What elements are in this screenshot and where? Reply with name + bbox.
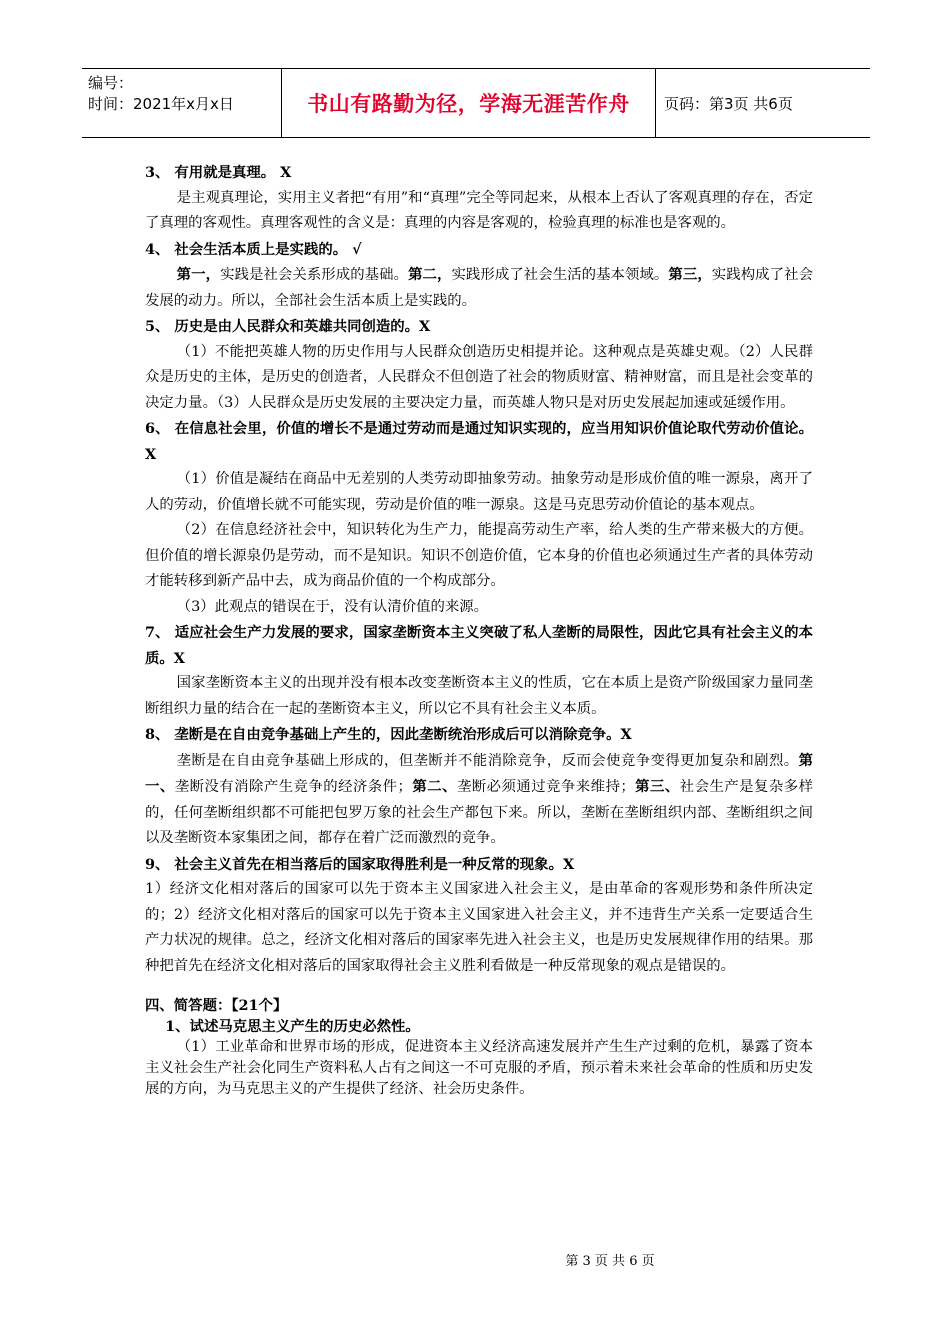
header-info: [82, 69, 282, 137]
point-label: 第一，: [176, 266, 221, 283]
item-6-title: 6、 在信息社会里，价值的增长不是通过劳动而是通过知识实现的，应当用知识价值论取代劳动价值论。X: [145, 420, 813, 463]
item-7-title: 7、 适应社会生产力发展的要求，国家垄断资本主义突破了私人垄断的局限性，因此它具有社会主义的本质。X: [145, 624, 813, 667]
item-3-title: 3、 有用就是真理。 X: [145, 164, 292, 181]
item-6-text-2: （2）在信息经济社会中，知识转化为生产力，能提高劳动生产率，给人类的生产带来极大的方便。但价值的增长源泉仍是劳动，而不是知识。知识不创造价值，它本身的价值也必须通过生产者的具体劳动才能转移到新产品中去，成为商品价值的一个构成部分。: [145, 522, 813, 589]
point-label: 第二、: [411, 778, 457, 795]
item-9-title: 9、 社会主义首先在相当落后的国家取得胜利是一种反常的现象。X: [145, 855, 575, 873]
item-3-text: 是主观真理论，实用主义者把“有用”和“真理”完全等同起来，从根本上否认了客观真理的存在，否定了真理的客观性。真理客观性的含义是：真理的内容是客观的，检验真理的标准也是客观的。: [145, 189, 813, 231]
item-4-title: 4、 社会生活本质上是实践的。 √: [145, 240, 362, 258]
item-6-text-1: （1）价值是凝结在商品中无差别的人类劳动即抽象劳动。抽象劳动是形成价值的唯一源泉，离开了人的劳动，价值增长就不可能实现，劳动是价值的唯一源泉。这是马克思劳动价值论的基本观点。: [145, 471, 813, 513]
point-text: 实践构成了社会发展的动力。所以，全部社会生活本质上是实践的。: [145, 267, 813, 309]
point-text: 实践形成了社会生活的基本领域。: [451, 267, 669, 283]
point-label: 第三、: [634, 778, 680, 795]
point-text: 垄断没有消除产生竞争的经济条件；: [174, 779, 412, 795]
item-8-title: 8、 垄断是在自由竞争基础上产生的，因此垄断统治形成后可以消除竞争。X: [145, 726, 632, 743]
page-footer: 第 3 页 共 6 页: [565, 1254, 655, 1269]
document-body: [145, 160, 813, 1100]
section-4-title: 四、简答题：【21个】: [145, 997, 288, 1014]
item-4-text: [145, 262, 813, 314]
item-5-title: 5、 历史是由人民群众和英雄共同创造的。X: [145, 318, 431, 335]
item-7-text: 国家垄断资本主义的出现并没有根本改变垄断资本主义的性质，它在本质上是资产阶级国家力量同垄断组织力量的结合在一起的垄断资本主义，所以它不具有社会主义本质。: [145, 675, 813, 717]
point-text: 实践是社会关系形成的基础。: [220, 267, 409, 283]
document-number: 编号：: [88, 74, 134, 92]
point-text: 垄断是在自由竞争基础上形成的，但垄断并不能消除竞争，反而会使竞争变得更加复杂和剧烈。: [176, 752, 799, 769]
point-label: 第一、: [145, 751, 813, 795]
item-5-text: （1）不能把英雄人物的历史作用与人民群众创造历史相提并论。这种观点是英雄史观。（2）人民群众是历史的主体，是历史的创造者，人民群众不但创造了社会的物质财富、精神财富，而且是社会变革的决定力量。（3）人民群众是历史发展的主要决定力量，而英雄人物只是对历史发展起加速或延缓作用。: [145, 343, 813, 411]
document-date: 时间：2021年x月x日: [88, 95, 234, 113]
point-label: 第三，: [668, 266, 712, 283]
question-1-title: 1、试述马克思主义产生的历史必然性。: [165, 1018, 420, 1035]
page-header: [82, 68, 870, 138]
point-text: 社会生产是复杂多样的，任何垄断组织都不可能把包罗万象的社会生产都包下来。所以，垄断在垄断组织内部、垄断组织之间以及垄断资本家集团之间，都存在着广泛而激烈的竞争。: [145, 779, 813, 846]
point-label: 第二，: [408, 266, 452, 283]
item-6-text-3: （3）此观点的错误在于，没有认清价值的来源。: [176, 598, 489, 615]
point-text: 垄断必须通过竞争来维持；: [456, 779, 635, 795]
header-motto: 书山有路勤为径，学海无涯苦作舟: [282, 69, 656, 137]
item-8-text: [145, 748, 813, 852]
header-page-number: 页码：第3页 共6页: [664, 94, 793, 113]
item-9-text: 1）经济文化相对落后的国家可以先于资本主义国家进入社会主义，是由革命的客观形势和条件所决定的；2）经济文化相对落后的国家可以先于资本主义国家进入社会主义，并不违背生产关系一定要适合生产力状况的规律。总之，经济文化相对落后的国家率先进入社会主义，也是历史发展规律作用的结果。那种把首先在经济文化相对落后的国家取得社会主义胜利看做是一种反常现象的观点是错误的。: [145, 881, 813, 974]
question-1-text: （1）工业革命和世界市场的形成，促进资本主义经济高速发展并产生生产过剩的危机，暴露了资本主义社会生产社会化同生产资料私人占有之间这一不可克服的矛盾，预示着未来社会革命的性质和历史发展的方向，为马克思主义的产生提供了经济、社会历史条件。: [145, 1039, 813, 1097]
